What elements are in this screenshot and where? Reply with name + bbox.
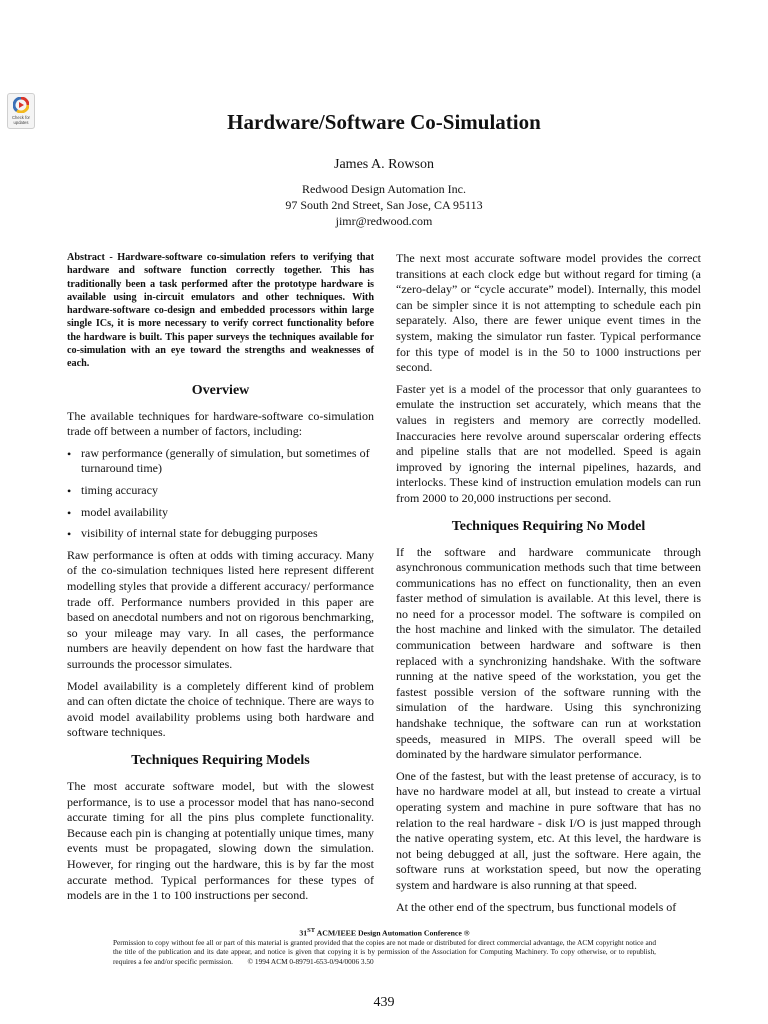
author-name: James A. Rowson <box>334 157 434 172</box>
list-item-text: visibility of internal state for debugging purposes <box>81 526 318 541</box>
bullet-icon: • <box>67 505 72 520</box>
models-paragraph-1: The most accurate software model, but with the slowest performance, is to use a processor model that has nano-second accurate timing for all the pins plus complete functionality. Because each pin is changing at potentially unique times, many events must be propagated, slowing down the simulation. However, for ringing out the hardware, this is by far the most accurate method. Typical performances for these types of models are in the 1 to 100 instructions per second. <box>67 778 374 903</box>
abstract: Abstract - Hardware-software co-simulation refers to verifying that hardware and software function correctly together. This has traditionally been a task performed after the prototype hardware is available using in-circuit emulators and other techniques. With hardware-software co-design and embedded processors within large single ICs, it is more necessary to verify correct functionality before the hardware is built. This paper surveys the techniques available for co-simulation with an eye toward the strengths and weaknesses of each. <box>67 252 374 370</box>
list-item <box>67 505 374 521</box>
conference-line <box>113 926 656 938</box>
bullet-icon: • <box>67 484 72 499</box>
copyright-text: © 1994 ACM 0-89791-653-0/94/0006 3.50 <box>247 956 374 966</box>
nomodel-paragraph-1: If the software and hardware communicate through asynchronous communication methods such that time between communications has no effect on functionality, then an even faster method of simulation is available. At this level, there is no need for a processor model. The software is compiled on the host machine and linked with the simulator. The detailed communication between hardware and software is then replaced with a synchronizing handshake. With the software running at the native speed of the workstation, you get the fastest possible version of the software running with the simulation of the hardware. Using this synchronizing handshake technique, the software can run at workstation speeds, measured in MIPS. The overall speed will be dominated by the hardware simulator performance. <box>396 544 701 762</box>
badge-label: Check for updates <box>12 115 30 125</box>
permission-text: Permission to copy without fee all or part of this material is granted provided that the copies are not made or distributed for direct commercial advantage, the ACM copyright notice and the title of the publication and its date appear, and notice is given that copying it is by permission of the Association for Computing Machinery. To copy otherwise, or to republish, requires a fee and/or specific permission. <box>113 938 656 966</box>
affiliation: Redwood Design Automation Inc. <box>302 182 466 196</box>
overview-paragraph-3: Model availability is a completely different kind of problem and can often dictate the choice of technique. There are ways to avoid model availability problems using both hardware and software techniques. <box>67 678 374 740</box>
left-column <box>67 251 374 910</box>
list-item <box>67 526 374 542</box>
models-paragraph-2: The next most accurate software model provides the correct transitions at each clock edge but without regard for timing (a “zero-delay” or “cycle accurate” model). Internally, this model can be simpler since it is not attempting to schedule each pin separately. Also, there are fewer unique event times in the system, making the simulator run faster. Typical performance for this type of model is in the 50 to 1000 instructions per second. <box>396 251 701 375</box>
conference-number: 31 <box>299 928 308 938</box>
conference-name: ACM/IEEE Design Automation Conference ® <box>315 928 470 938</box>
overview-paragraph-2: Raw performance is often at odds with timing accuracy. Many of the co-simulation techniques listed here represent different modelling styles that provide a different accuracy/ performance trade off. Performance numbers provided in this paper are based on anecdotal numbers and not on rigorous benchmarking, so your mileage may vary. In all cases, the performance numbers are heavily dependent on how fast the hardware that surrounds the processor simulates. <box>67 547 374 671</box>
bullet-icon: • <box>67 446 72 461</box>
address: 97 South 2nd Street, San Jose, CA 95113 <box>285 198 483 212</box>
factor-list <box>67 446 374 542</box>
list-item <box>67 483 374 499</box>
section-heading-models: Techniques Requiring Models <box>131 752 310 768</box>
paper-title: Hardware/Software Co-Simulation <box>227 110 541 134</box>
list-item-text: raw performance (generally of simulation, but sometimes of turnaround time) <box>81 445 370 476</box>
footer <box>113 926 656 966</box>
models-paragraph-3: Faster yet is a model of the processor that only guarantees to emulate the instruction set accurately, which means that the values in registers and memory are correctly modelled. Inaccuracies here revolve around superscalar ordering effects and pipeline stalls that are not modelled. Speed is again improved by ignoring the internal pipelines, hazards, and interlocks. These kind of instruction emulation models can run from 2000 to 20,000 instructions per second. <box>396 381 701 505</box>
list-item <box>67 446 374 477</box>
overview-intro: The available techniques for hardware-software co-simulation trade off between a number of factors, including: <box>67 408 374 439</box>
email[interactable]: jimr@redwood.com <box>335 214 433 228</box>
affiliation-block <box>0 181 768 229</box>
section-heading-no-model: Techniques Requiring No Model <box>451 518 646 534</box>
list-item-text: model availability <box>81 504 168 519</box>
permission-notice <box>113 938 656 966</box>
list-item-text: timing accuracy <box>81 483 158 498</box>
page-number: 439 <box>373 995 395 1010</box>
nomodel-paragraph-3: At the other end of the spectrum, bus functional models of <box>396 899 677 914</box>
conference-ordinal: ST <box>307 927 316 934</box>
nomodel-paragraph-2: One of the fastest, but with the least pretense of accuracy, is to have no hardware model at all, but instead to create a virtual operating system and machine in pure software that has no relation to the real hardware - disk I/O is just mapped through the native operating system, etc. At this level, the hardware is not being debugged at all, just the software. Here again, the software runs at workstation speed, but now the operating system and hardware is also running at that speed. <box>396 768 701 892</box>
bullet-icon: • <box>67 527 72 542</box>
right-column <box>396 251 701 921</box>
section-heading-overview: Overview <box>191 382 250 398</box>
